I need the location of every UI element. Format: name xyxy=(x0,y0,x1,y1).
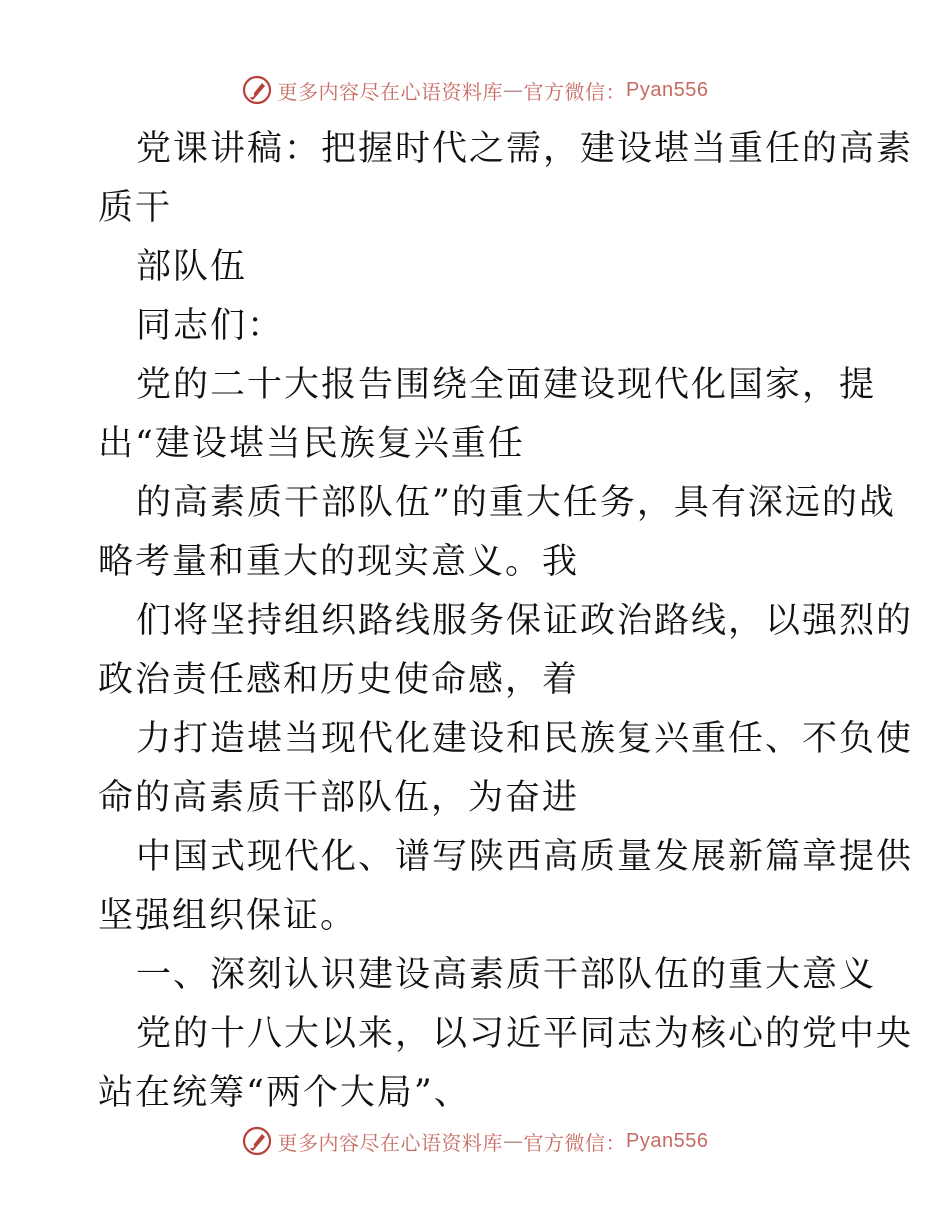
text-line: 命的高素质干部队伍，为奋进 xyxy=(98,778,580,818)
text-line: 中国式现代化、谱写陕西高质量发展新篇章提供 xyxy=(136,837,914,877)
document-body xyxy=(98,120,914,1123)
watermark-header xyxy=(0,70,950,110)
watermark-text: 更多内容尽在心语资料库 xyxy=(277,79,504,104)
text-line: 同志们： xyxy=(136,306,285,346)
text-line: 部队伍 xyxy=(136,247,248,287)
watermark-account: Pyan556 xyxy=(626,78,709,101)
watermark-separator: — xyxy=(503,78,524,102)
text-line: 质干 xyxy=(98,188,173,228)
watermark-text: 更多内容尽在心语资料库 xyxy=(277,1130,504,1155)
text-line: 略考量和重大的现实意义。我 xyxy=(98,542,580,582)
text-line: 的高素质干部队伍”的重大任务，具有深远的战 xyxy=(136,483,896,523)
quill-logo-icon xyxy=(242,75,272,105)
text-line: 坚强组织保证。 xyxy=(98,896,358,936)
watermark-official: 官方微信： xyxy=(523,79,627,104)
watermark-footer xyxy=(0,1121,950,1161)
text-line: 站在统筹“两个大局”、 xyxy=(98,1073,471,1113)
watermark-official: 官方微信： xyxy=(523,1130,627,1155)
text-line: 力打造堪当现代化建设和民族复兴重任、不负使 xyxy=(136,719,914,759)
quill-logo-icon xyxy=(242,1126,272,1156)
text-line: 党的二十大报告围绕全面建设现代化国家，提 xyxy=(136,365,877,405)
text-line: 党课讲稿：把握时代之需，建设堪当重任的高素 xyxy=(136,129,914,169)
text-line: 们将坚持组织路线服务保证政治路线，以强烈的 xyxy=(136,601,914,641)
watermark-separator: — xyxy=(503,1129,524,1153)
text-line: 出“建设堪当民族复兴重任 xyxy=(98,424,525,464)
watermark-account: Pyan556 xyxy=(626,1129,709,1152)
section-heading: 一、深刻认识建设高素质干部队伍的重大意义 xyxy=(136,955,877,995)
text-line: 党的十八大以来，以习近平同志为核心的党中央 xyxy=(136,1014,914,1054)
text-line: 政治责任感和历史使命感，着 xyxy=(98,660,580,700)
